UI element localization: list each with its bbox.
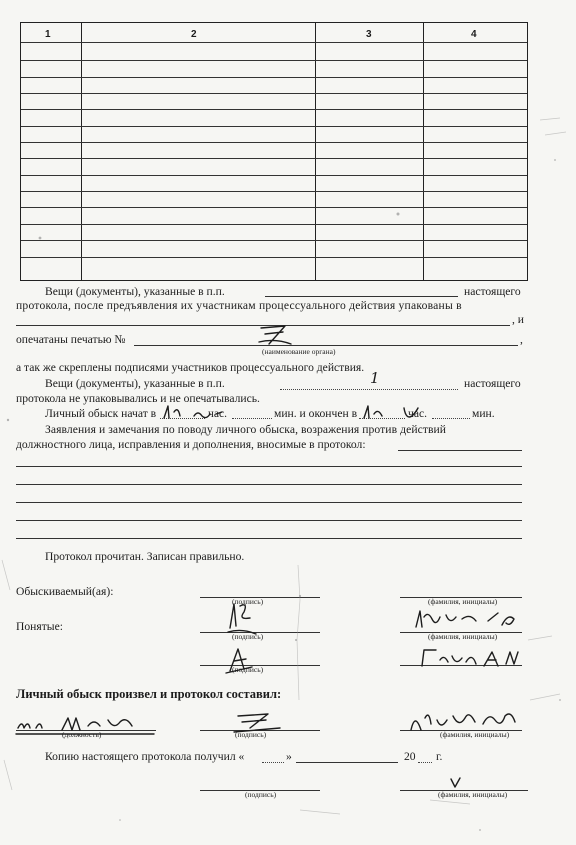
- table-row-line: [21, 93, 527, 94]
- officer-sign-caption: (подпись): [235, 730, 267, 739]
- table-row-line: [21, 42, 527, 43]
- copy-year-end: г.: [436, 750, 443, 763]
- table-header-4: 4: [471, 29, 477, 40]
- min-label-2: мин.: [472, 407, 495, 420]
- witness1-name-caption: (фамилия, инициалы): [428, 632, 498, 641]
- para1-line3-end: ,: [520, 333, 523, 346]
- witnesses-label: Понятые:: [16, 620, 63, 633]
- officer-name-handwritten: [405, 706, 525, 738]
- table-header-2: 2: [191, 29, 197, 40]
- para1-line2: протокола, после предъявления их участникам процессуального действия упакованы в: [16, 299, 462, 312]
- table-row-line: [21, 175, 527, 176]
- table-header-1: 1: [45, 29, 51, 40]
- para1-line4: а так же скреплены подписями участников процессуального действия.: [16, 361, 365, 374]
- para2-line1-start: Вещи (документы), указанные в п.п.: [45, 377, 225, 390]
- officer-position-caption: (должность): [62, 730, 102, 739]
- copy-mid: »: [286, 750, 292, 763]
- read-confirm: Протокол прочитан. Записан правильно.: [45, 550, 245, 563]
- table-row-line: [21, 109, 527, 110]
- handwritten-item-number: 1: [370, 369, 380, 387]
- hour-label: час.: [208, 407, 228, 420]
- table-col-divider: [423, 23, 424, 280]
- copy-year: 20: [404, 750, 416, 763]
- table-row-line: [21, 224, 527, 225]
- para2-line1-end: настоящего: [464, 377, 521, 390]
- hour-label-2: час.: [408, 407, 428, 420]
- table-row-line: [21, 158, 527, 159]
- table-row-line: [21, 142, 527, 143]
- statement-field: [16, 520, 522, 521]
- organ-caption: (наименование органа): [262, 347, 336, 356]
- searched-sign-caption: (подпись): [232, 597, 264, 606]
- para1-line1-end: настоящего: [464, 285, 521, 298]
- witness2-signature: [222, 645, 258, 677]
- officer-position-handwritten: [14, 712, 164, 738]
- items-table: [20, 22, 528, 281]
- witness1-name-handwritten: [410, 605, 530, 637]
- witness1-sign-caption: (подпись): [232, 632, 264, 641]
- statement-field: [398, 450, 522, 451]
- statement-field: [16, 502, 522, 503]
- copy-month-field: [296, 762, 398, 763]
- table-row-line: [21, 240, 527, 241]
- table-row-line: [21, 60, 527, 61]
- table-header-3: 3: [366, 29, 372, 40]
- copy-name-caption: (фамилия, инициалы): [438, 790, 508, 799]
- table-row-line: [21, 257, 527, 258]
- para1-line2-end: , и: [512, 313, 525, 326]
- handwritten-time: [160, 402, 240, 424]
- para1-line1-start: Вещи (документы), указанные в п.п.: [45, 285, 225, 298]
- handwritten-mark: [255, 322, 295, 352]
- handwritten-time-end: [360, 402, 430, 424]
- officer-name-caption: (фамилия, инициалы): [440, 730, 510, 739]
- copy-sign-caption: (подпись): [245, 790, 277, 799]
- statement-field: [16, 484, 522, 485]
- statement-field: [16, 538, 522, 539]
- table-row-line: [21, 126, 527, 127]
- items-field: [265, 296, 458, 297]
- witness1-signature: [222, 598, 262, 640]
- table-row-line: [21, 77, 527, 78]
- officer-signature: [228, 708, 288, 736]
- statements-line2: должностного лица, исправления и дополнения, вносимые в протокол:: [16, 438, 366, 451]
- witness2-sign-caption: (подпись): [232, 665, 264, 674]
- statement-field: [16, 466, 522, 467]
- witness2-name-handwritten: [418, 646, 528, 674]
- officer-heading: Личный обыск произвел и протокол составил:: [16, 687, 282, 701]
- end-min-field: [432, 418, 470, 419]
- search-start-label: Личный обыск начат в: [45, 407, 157, 420]
- searched-name-caption: (фамилия, инициалы): [428, 597, 498, 606]
- copy-year-field: [418, 762, 432, 763]
- copy-day-field: [262, 762, 284, 763]
- table-col-divider: [81, 23, 82, 280]
- seal-field: [134, 345, 518, 346]
- para2-line2: протокола не упаковывались и не опечатывались.: [16, 392, 260, 405]
- items-field-2: [280, 389, 458, 390]
- table-row-line: [21, 207, 527, 208]
- table-row-line: [21, 191, 527, 192]
- min-label: мин. и окончен в: [274, 407, 358, 420]
- statements-line1: Заявления и замечания по поводу личного обыска, возражения против действий: [45, 423, 447, 436]
- copy-text: Копию настоящего протокола получил «: [45, 750, 245, 763]
- copy-tick-mark: [448, 776, 464, 790]
- searched-label: Обыскиваемый(ая):: [16, 585, 114, 598]
- para1-line3-start: опечатаны печатью №: [16, 333, 126, 346]
- table-col-divider: [315, 23, 316, 280]
